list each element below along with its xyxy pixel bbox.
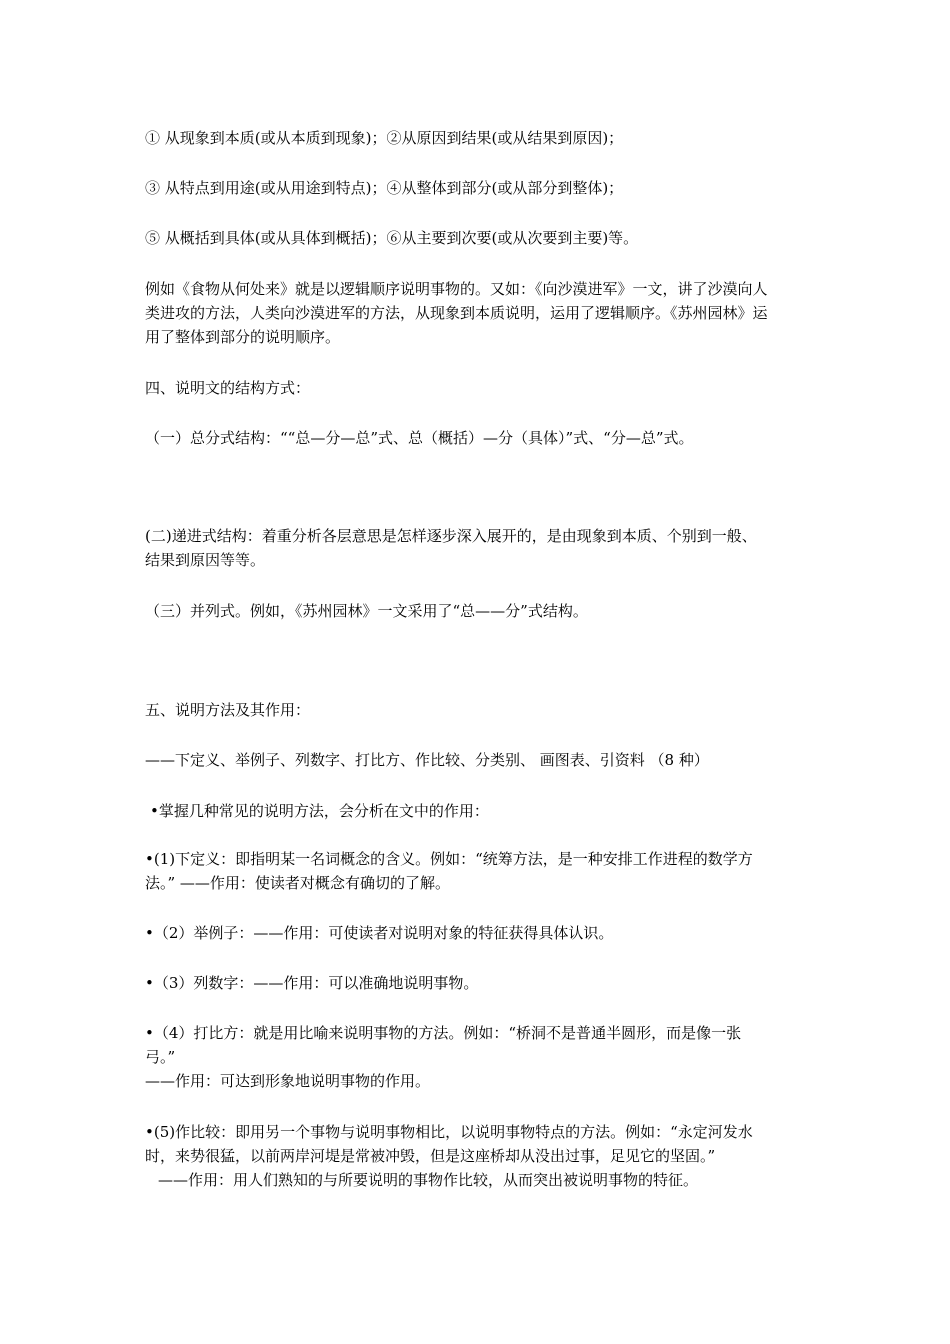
methods-list-text: ——下定义、举例子、列数字、打比方、作比较、分类别、 画图表、引资料 （8 种） — [145, 751, 709, 769]
example-line-1: 例如《食物从何处来》就是以逻辑顺序说明事物的。又如：《向沙漠进军》一文，讲了沙漠向人 — [145, 280, 768, 298]
example-paragraph — [145, 277, 810, 349]
method-5-line-3: ——作用：用人们熟知的与所要说明的事物作比较，从而突出被说明事物的特征。 — [158, 1171, 699, 1189]
method-4-line-2: 弓。” — [145, 1048, 176, 1066]
master-note — [150, 799, 815, 823]
structure-1 — [145, 426, 810, 450]
method-5-line-1: •(5)作比较：即用另一个事物与说明事物相比，以说明事物特点的方法。例如：“永定河发水 — [145, 1123, 753, 1141]
method-5 — [145, 1120, 810, 1192]
structure-1-text: （一）总分式结构：““总—分—总”式、总（概括）—分（具体）”式、“分—总”式。 — [145, 429, 694, 447]
method-1 — [145, 847, 810, 895]
method-3-text: •（3）列数字：——作用：可以准确地说明事物。 — [145, 974, 479, 992]
order-item-2 — [145, 176, 810, 200]
example-line-2: 类进攻的方法，人类向沙漠进军的方法，从现象到本质说明，运用了逻辑顺序。《苏州园林》运 — [145, 304, 768, 322]
method-2-text: •（2）举例子：——作用：可使读者对说明对象的特征获得具体认识。 — [145, 924, 614, 942]
method-1-line-1: •(1)下定义：即指明某一名词概念的含义。例如：“统筹方法，是一种安排工作进程的数学方 — [145, 850, 753, 868]
methods-list — [145, 748, 810, 772]
master-note-text: •掌握几种常见的说明方法，会分析在文中的作用： — [150, 802, 489, 820]
order-item-3 — [145, 226, 810, 250]
method-4-line-1: •（4）打比方：就是用比喻来说明事物的方法。例如：“桥洞不是普通半圆形，而是像一张 — [145, 1024, 742, 1042]
structure-2-line-2: 结果到原因等等。 — [145, 551, 266, 569]
method-2 — [145, 921, 810, 945]
structure-2-line-1: (二)递进式结构：着重分析各层意思是怎样逐步深入展开的，是由现象到本质、个别到一般、 — [145, 527, 757, 545]
order-item-1-text: ① 从现象到本质(或从本质到现象)；②从原因到结果(或从结果到原因)； — [145, 129, 624, 147]
order-item-1 — [145, 126, 810, 150]
structure-2 — [145, 524, 810, 572]
example-line-3: 用了整体到部分的说明顺序。 — [145, 328, 341, 346]
section4-title: 四、说明文的结构方式： — [145, 379, 311, 397]
method-4 — [145, 1021, 810, 1093]
method-3 — [145, 971, 810, 995]
structure-3-text: （三）并列式。例如，《苏州园林》一文采用了“总——分”式结构。 — [145, 602, 588, 620]
section5-heading — [145, 698, 810, 722]
section5-title: 五、说明方法及其作用： — [145, 701, 311, 719]
structure-3 — [145, 599, 810, 623]
method-1-line-2: 法。” ——作用：使读者对概念有确切的了解。 — [145, 874, 450, 892]
order-item-2-text: ③ 从特点到用途(或从用途到特点)；④从整体到部分(或从部分到整体)； — [145, 179, 624, 197]
method-4-line-3: ——作用：可达到形象地说明事物的作用。 — [145, 1072, 431, 1090]
section4-heading — [145, 376, 810, 400]
method-5-line-2: 时，来势很猛，以前两岸河堤是常被冲毁，但是这座桥却从没出过事，足见它的坚固。” — [145, 1147, 716, 1165]
order-item-3-text: ⑤ 从概括到具体(或从具体到概括)；⑥从主要到次要(或从次要到主要)等。 — [145, 229, 639, 247]
